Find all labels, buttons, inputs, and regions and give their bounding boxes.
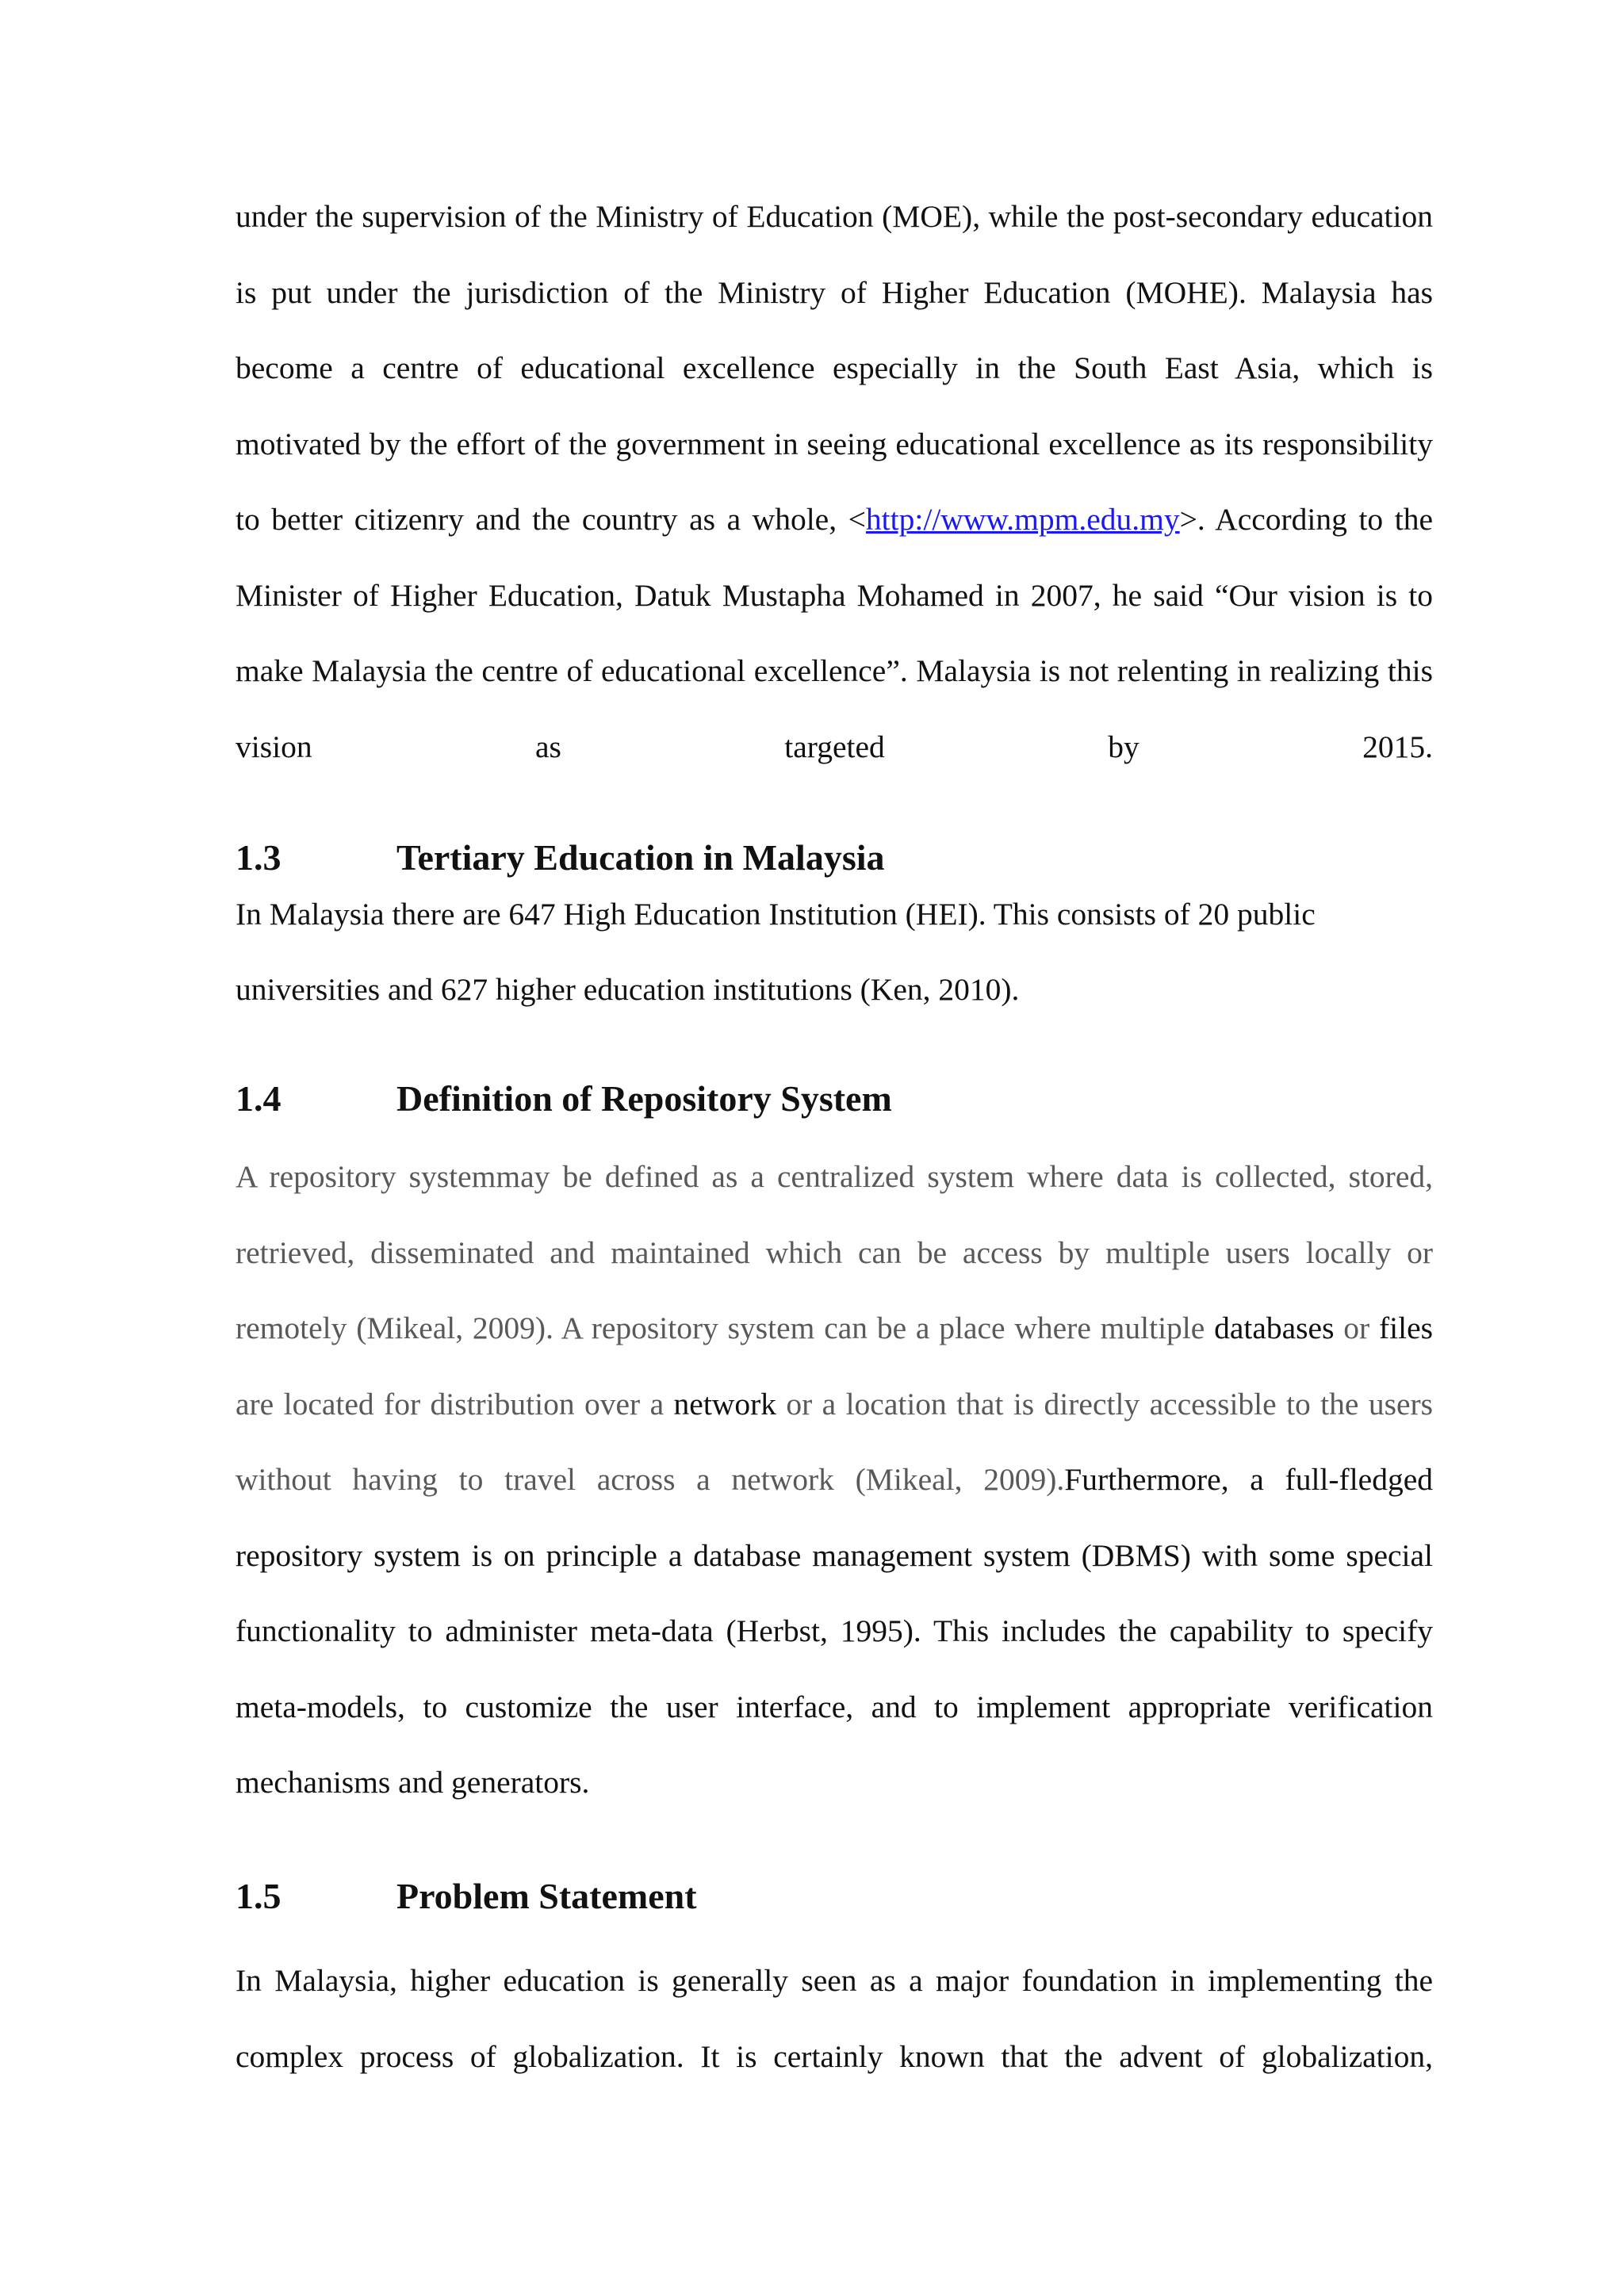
term-files: files	[1378, 1311, 1433, 1345]
intro-text-after-link: >. According to the Minister of Higher Education, Datuk Mustapha Mohamed in 2007, he said “Our vision is to make Malaysia the centre of educational excellence”. Malaysia is not relenting in realizing this vision as targeted by 2015.	[236, 502, 1433, 764]
repository-black-text: Furthermore, a full-fledged repository system is on principle a database management system (DBMS) with some special functionality to administer meta-data (Herbst, 1995). This includes the capability to specify meta-models, to customize the user interface, and to implement appropriate verification mechanisms and generators.	[236, 1462, 1433, 1800]
section-1-3-heading	[236, 836, 885, 880]
problem-statement-paragraph: In Malaysia, higher education is generally seen as a major foundation in implementing the complex process of globalization. It is certainly known that the advent of globalization,	[236, 1963, 1433, 2074]
intro-text-before-link: under the supervision of the Ministry of Education (MOE), while the post-secondary education is put under the jurisdiction of the Ministry of Higher Education (MOHE). Malaysia has become a centre of educational excellence especially in the South East Asia, which is motivated by the effort of the government in seeing educational excellence as its responsibility to better citizenry and the country as a whole, <	[236, 199, 1433, 537]
section-1-4-heading	[236, 1077, 892, 1121]
section-1-3-line-2: universities and 627 higher education institutions (Ken, 2010).	[236, 972, 1020, 1007]
repository-grey-text-2: or	[1334, 1311, 1379, 1345]
section-1-4-title: Definition of Repository System	[396, 1078, 892, 1119]
repository-grey-text-3: are located for distribution over a	[236, 1386, 674, 1422]
term-network: network	[673, 1386, 776, 1422]
section-1-5-title: Problem Statement	[396, 1876, 697, 1916]
term-databases: databases	[1214, 1311, 1335, 1345]
section-1-5-number: 1.5	[236, 1876, 282, 1916]
repository-grey-text-1: A repository systemmay be defined as a centralized system where data is collected, stored, retrieved, disseminated and maintained which can be access by multiple users locally or remotely (Mikeal, 2009). A repository system can be a place where multiple	[236, 1159, 1433, 1345]
section-1-3-number: 1.3	[236, 837, 282, 878]
section-1-3-title: Tertiary Education in Malaysia	[396, 837, 885, 878]
repository-definition-paragraph	[236, 1139, 1433, 1821]
section-1-3-line-1: In Malaysia there are 647 High Education Institution (HEI). This consists of 20 public	[236, 897, 1316, 932]
repository-grey-text-4: or a location that is directly accessible to the users without having to travel across a network (Mikeal, 2009).	[236, 1386, 1434, 1497]
section-1-4-number: 1.4	[236, 1078, 282, 1119]
intro-paragraph	[236, 179, 1433, 785]
section-1-5-heading	[236, 1874, 697, 1919]
mpm-website-link[interactable]: http://www.mpm.edu.my	[865, 502, 1180, 537]
